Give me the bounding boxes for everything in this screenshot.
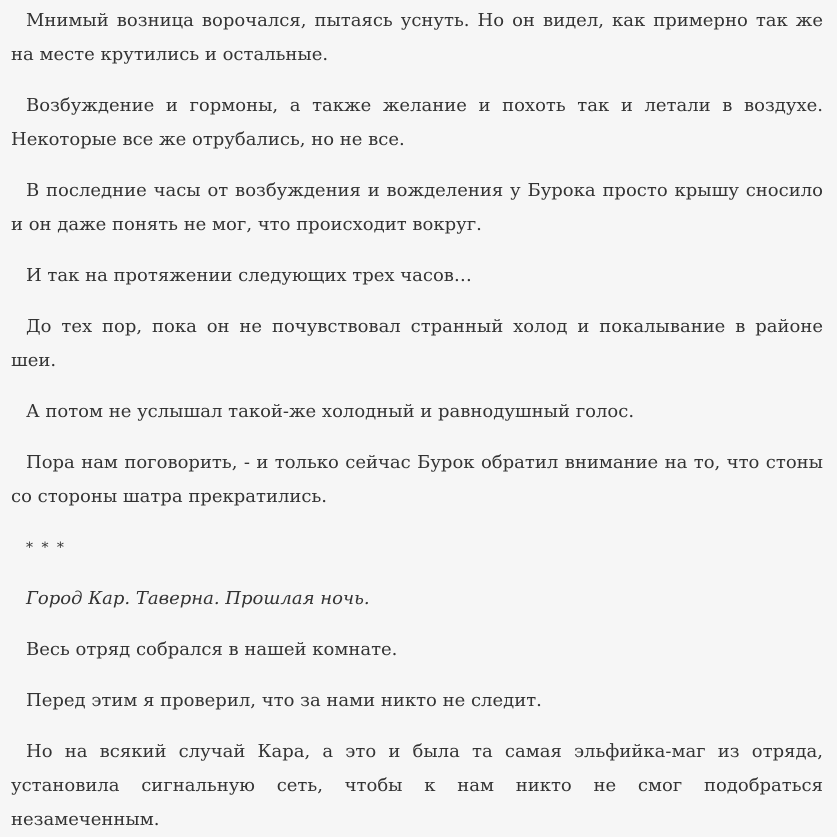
paragraph: А потом не услышал такой-же холодный и равнодушный голос. [26, 401, 635, 422]
paragraph: До тех пор, пока он не почувствовал странный холод и покалывание в районе шеи. [11, 316, 823, 371]
paragraph: Возбуждение и гормоны, а также желание и похоть так и летали в воздухе. Некоторые все же отрубались, но не все. [11, 95, 823, 150]
paragraph: Но на всякий случай Кара, а это и была та самая эльфийка-маг из отряда, установила сигнальную сеть, чтобы к нам никто не смог подобраться незамеченным. [11, 741, 823, 830]
scene-heading: Город Кар. Таверна. Прошлая ночь. [26, 588, 370, 609]
scene-separator: * * * [26, 540, 66, 556]
paragraph: Перед этим я проверил, что за нами никто не следит. [26, 690, 542, 711]
paragraph: Пора нам поговорить, - и только сейчас Бурок обратил внимание на то, что стоны со стороны шатра прекратились. [11, 452, 823, 507]
paragraph: Мнимый возница ворочался, пытаясь уснуть. Но он видел, как примерно так же на месте крутились и остальные. [11, 10, 823, 65]
paragraph: И так на протяжении следующих трех часов… [26, 265, 472, 286]
paragraph: В последние часы от возбуждения и вожделения у Бурока просто крышу сносило и он даже понять не мог, что происходит вокруг. [11, 180, 823, 235]
paragraph: Весь отряд собрался в нашей комнате. [26, 639, 398, 660]
